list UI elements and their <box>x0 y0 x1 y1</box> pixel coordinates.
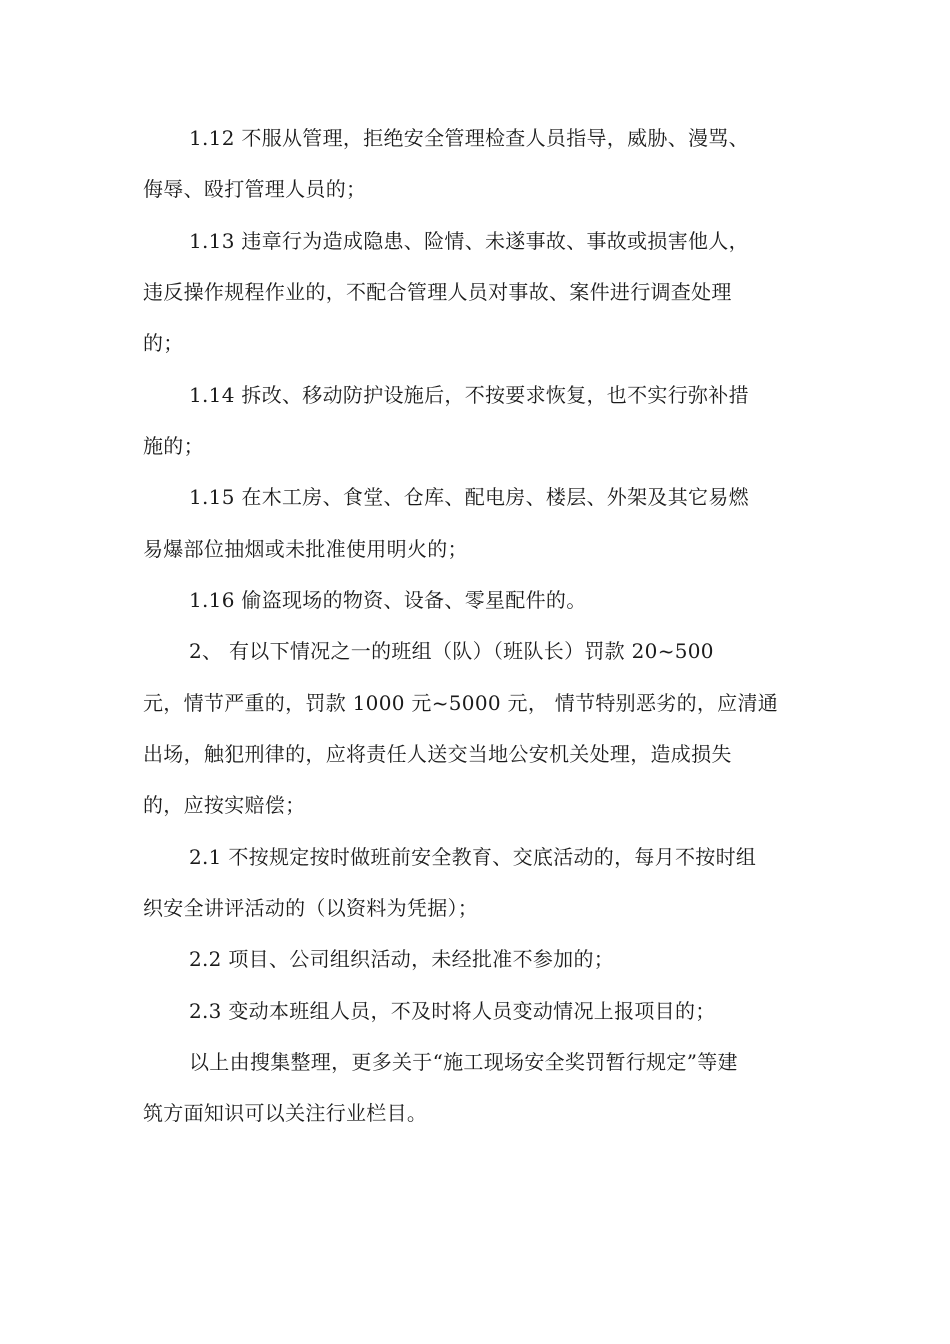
text-line: 的； <box>143 331 184 355</box>
text-line: 施的； <box>143 434 204 458</box>
text-line: 易爆部位抽烟或未批准使用明火的； <box>143 537 468 561</box>
text-line: 2.3 变动本班组人员，不及时将人员变动情况上报项目的； <box>189 999 716 1023</box>
text-line: 1.14 拆改、移动防护设施后，不按要求恢复，也不实行弥补措 <box>189 383 749 407</box>
text-line: 1.15 在木工房、食堂、仓库、配电房、楼层、外架及其它易燃 <box>189 485 749 509</box>
text-line: 以上由搜集整理，更多关于“施工现场安全奖罚暂行规定”等建 <box>189 1050 738 1074</box>
text-line: 违反操作规程作业的，不配合管理人员对事故、案件进行调查处理 <box>143 280 732 304</box>
text-line: 元，情节严重的，罚款 1000 元~5000 元， 情节特别恶劣的，应清通 <box>143 691 779 715</box>
text-line: 2.1 不按规定按时做班前安全教育、交底活动的，每月不按时组 <box>189 845 757 869</box>
text-line: 1.12 不服从管理，拒绝安全管理检查人员指导，威胁、漫骂、 <box>189 126 749 150</box>
text-line: 2.2 项目、公司组织活动，未经批准不参加的； <box>189 947 615 971</box>
text-line: 织安全讲评活动的（以资料为凭据）； <box>143 896 479 920</box>
text-line: 1.16 偷盗现场的物资、设备、零星配件的。 <box>189 588 587 612</box>
text-line: 1.13 违章行为造成隐患、险情、未遂事故、事故或损害他人， <box>189 229 749 253</box>
text-line: 出场，触犯刑律的，应将责任人送交当地公安机关处理，造成损失 <box>143 742 732 766</box>
text-line: 筑方面知识可以关注行业栏目。 <box>143 1101 428 1125</box>
text-line: 侮辱、殴打管理人员的； <box>143 177 367 201</box>
text-line: 2、 有以下情况之一的班组（队）（班队长）罚款 20~500 <box>189 639 714 663</box>
text-line: 的，应按实赔偿； <box>143 793 306 817</box>
